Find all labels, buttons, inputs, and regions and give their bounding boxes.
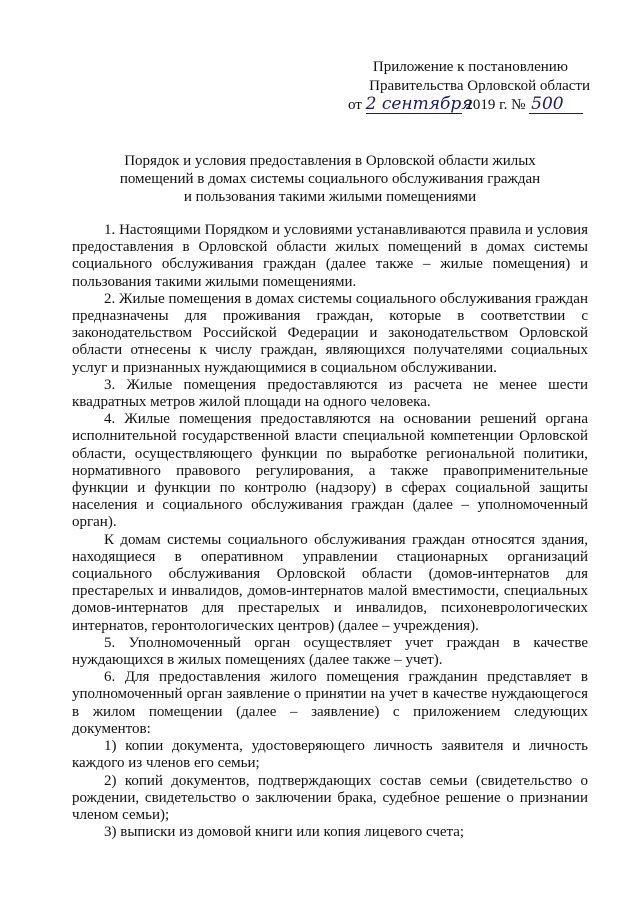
appendix-line-1: Приложение к постановлению bbox=[372, 59, 568, 75]
appendix-date-line bbox=[340, 96, 590, 115]
paragraph-6: 6. Для предоставления жилого помещения гражданин представляет в уполномоченный орган заявление о принятии на учет в качестве нуждающегося в жилом помещении (далее – заявление) с приложением следующих документов: bbox=[72, 669, 588, 737]
title-line: и пользования такими жилыми помещениями bbox=[183, 189, 477, 205]
handwritten-number: 500 bbox=[529, 96, 583, 114]
paragraph-3: 3. Жилые помещения предоставляются из расчета не менее шести квадратных метров жилой площади на одного человека. bbox=[72, 376, 588, 411]
appendix-year: 2019 г. № bbox=[465, 97, 526, 113]
list-item-3: 3) выписки из домовой книги или копия лицевого счета; bbox=[104, 824, 465, 841]
appendix-line-2: Правительства Орловской области bbox=[369, 78, 590, 94]
document-body bbox=[72, 222, 588, 841]
paragraph-4-continued: К домам системы социального обслуживания граждан относятся здания, находящиеся в оперативном управлении стационарных организаций социального обслуживания Орловской области (домов-интернатов для престарелых и инвалидов, домов-интернатов малой вместимости, специальных домов-интернатов для престарелых и инвалидов, психоневрологических интернатов, геронтологических центров) (далее – учреждения). bbox=[72, 531, 588, 634]
paragraph-2: 2. Жилые помещения в домах системы социального обслуживания граждан предназначены для проживания граждан, которые в соответствии с законодательством Российской Федерации и законодательством Орловской области отнесены к числу граждан, являющихся получателями социальных услуг и признанных нуждающимися в социальном обслуживании. bbox=[72, 290, 588, 376]
paragraph-5: 5. Уполномоченный орган осуществляет учет граждан в качестве нуждающихся в жилых помещениях (далее также – учет). bbox=[72, 634, 588, 669]
list-item-1: 1) копии документа, удостоверяющего личность заявителя и личность каждого из членов его семьи; bbox=[72, 738, 588, 772]
title-line: помещений в домах системы социального обслуживания граждан bbox=[119, 171, 541, 187]
handwritten-date: 2 сентября bbox=[365, 94, 473, 114]
list-item-2: 2) копий документов, подтверждающих состав семьи (свидетельство о рождении, свидетельство о заключении брака, судебное решение о признании членом семьи); bbox=[72, 772, 588, 823]
title-line: Порядок и условия предоставления в Орловской области жилых bbox=[124, 153, 536, 169]
paragraph-4: 4. Жилые помещения предоставляются на основании решений органа исполнительной государственной власти специальной компетенции Орловской области, осуществляющего функции по выработке региональной политики, нормативного правового регулирования, а также правоприменительные функции и функции по контролю (надзору) в сферах социальной защиты населения и социального обслуживания граждан (далее – уполномоченный орган). bbox=[72, 411, 588, 531]
paragraph-1: 1. Настоящими Порядком и условиями устанавливаются правила и условия предоставления в Орловской области жилых помещений в домах системы социального обслуживания граждан (далее также – жилые помещения) и пользования такими жилыми помещениями. bbox=[72, 222, 588, 290]
document-title bbox=[74, 152, 586, 206]
appendix-prefix: от bbox=[348, 97, 362, 113]
appendix-header bbox=[340, 58, 590, 115]
